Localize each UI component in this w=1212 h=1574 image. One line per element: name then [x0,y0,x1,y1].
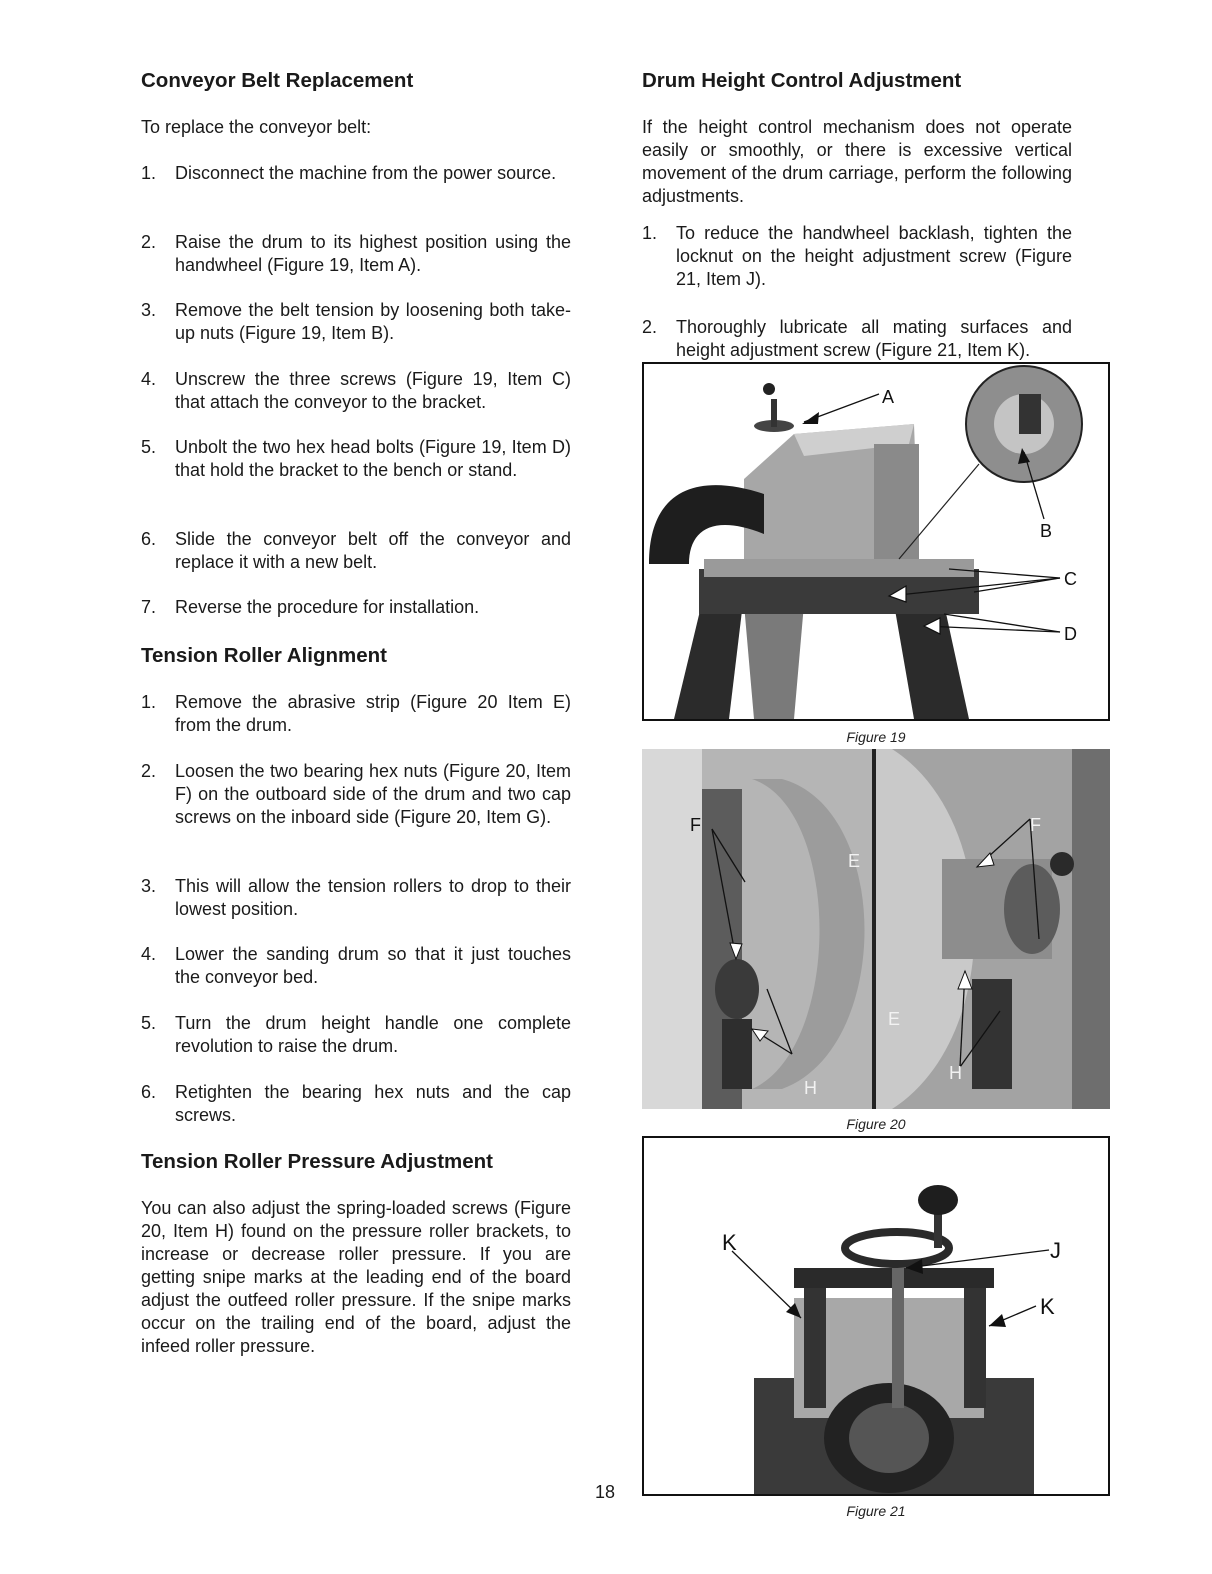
step-number: 3. [141,300,157,320]
figure-21-photo [642,1136,1110,1496]
label-d: D [1064,624,1077,644]
spring-screw-right [972,979,1012,1089]
step-number: 1. [141,163,157,183]
label-j: J [1050,1238,1061,1263]
label-b: B [1040,521,1053,541]
frame-post [1072,749,1110,1109]
step-number: 5. [141,1013,157,1033]
hex-nut-left [715,959,759,1019]
step-text: This will allow the tension rollers to drop to their lowest position. [175,876,571,919]
step-number: 6. [141,1082,157,1102]
bearing-face [1004,864,1060,954]
step-text: Turn the drum height handle one complete revolution to raise the drum. [175,1013,571,1056]
label-a: A [882,387,895,407]
figure-19-caption: Figure 19 [846,729,906,745]
step-text: Reverse the procedure for installation. [175,597,480,617]
post-right [964,1278,986,1408]
step-text: Raise the drum to its highest position using the handwheel (Figure 19, Item A). [175,232,571,275]
step-number: 7. [141,597,157,617]
heading-conveyor-belt-replacement: Conveyor Belt Replacement [141,69,414,92]
step-number: 4. [141,369,157,389]
label-c: C [1064,569,1077,589]
panel-left-highlight [642,749,702,1109]
step-number: 5. [141,437,157,457]
step-text: Loosen the two bearing hex nuts (Figure 20, Item F) on the outboard side of the drum and two cap screws on the inboard side (Figure 20, Item G). [175,761,571,827]
handwheel-shaft [771,399,777,427]
label-h-right: H [949,1063,962,1083]
hex-nut-right [1050,852,1074,876]
pressure-body: You can also adjust the spring-loaded screws (Figure 20, Item H) found on the pressure roller brackets, to increase or decrease roller pressure. If you are getting snipe marks at the leading end of the board adjust the outfeed roller pressure. If the snipe marks occur on the trailing end of the board, adjust the infeed roller pressure. [141,1198,571,1356]
step-number: 3. [141,876,157,896]
handle-knob [918,1185,958,1215]
heading-tension-roller-pressure: Tension Roller Pressure Adjustment [141,1150,493,1173]
figure-21-drawing [644,1138,1108,1494]
label-e-left: E [848,851,861,871]
step-number: 1. [141,692,157,712]
adjustment-screw [892,1268,904,1408]
step-text: Disconnect the machine from the power source. [175,163,557,183]
step-number: 4. [141,944,157,964]
label-h-left: H [804,1078,817,1098]
figure-20-photo [642,749,1110,1109]
step-text: Unscrew the three screws (Figure 19, Item C) that attach the conveyor to the bracket. [175,369,571,412]
label-f-right: F [1030,815,1041,835]
panel-divider [872,749,876,1109]
step-text: Lower the sanding drum so that it just touches the conveyor bed. [175,944,571,987]
step-number: 2. [642,317,658,337]
step-text: Remove the abrasive strip (Figure 20 Item E) from the drum. [175,692,571,735]
handwheel-knob [763,383,775,395]
post-left [804,1278,826,1408]
step-number: 6. [141,529,157,549]
drum-height-intro: If the height control mechanism does not operate easily or smoothly, or there is excessive vertical movement of the drum carriage, perform the following adjustments. [642,117,1072,206]
figure-19-photo [642,362,1110,721]
page-number: 18 [595,1482,616,1502]
step-number: 2. [141,761,157,781]
step-text: Thoroughly lubricate all mating surfaces and height adjustment screw (Figure 21, Item K). [676,317,1072,360]
step-text: Retighten the bearing hex nuts and the cap screws. [175,1082,571,1125]
step-text: To reduce the handwheel backlash, tighten the locknut on the height adjustment screw (Figure 21, Item J). [676,223,1072,289]
heading-drum-height-control: Drum Height Control Adjustment [642,69,962,92]
step-text: Slide the conveyor belt off the conveyor and replace it with a new belt. [175,529,571,572]
label-e-right: E [888,1009,901,1029]
step-text: Unbolt the two hex head bolts (Figure 19, Item D) that hold the bracket to the bench or stand. [175,437,571,480]
step-number: 2. [141,232,157,252]
step-number: 1. [642,223,658,243]
step-text: Remove the belt tension by loosening both take-up nuts (Figure 19, Item B). [175,300,571,343]
figure-20-drawing [642,749,1110,1109]
heading-tension-roller-alignment: Tension Roller Alignment [141,644,388,667]
stand-leg-back [744,604,804,719]
label-f-left: F [690,815,701,835]
drum-housing-side [874,444,919,559]
conveyor-intro: To replace the conveyor belt: [141,117,372,137]
label-k-left: K [722,1230,737,1255]
figure-20-caption: Figure 20 [846,1116,906,1132]
motor-face [849,1403,929,1473]
label-k-right: K [1040,1294,1055,1319]
take-up-nut [1019,394,1041,434]
spring-screw-left [722,1019,752,1089]
figure-19-drawing [644,364,1108,719]
conveyor-bed [704,559,974,577]
figure-21-caption: Figure 21 [846,1503,906,1519]
